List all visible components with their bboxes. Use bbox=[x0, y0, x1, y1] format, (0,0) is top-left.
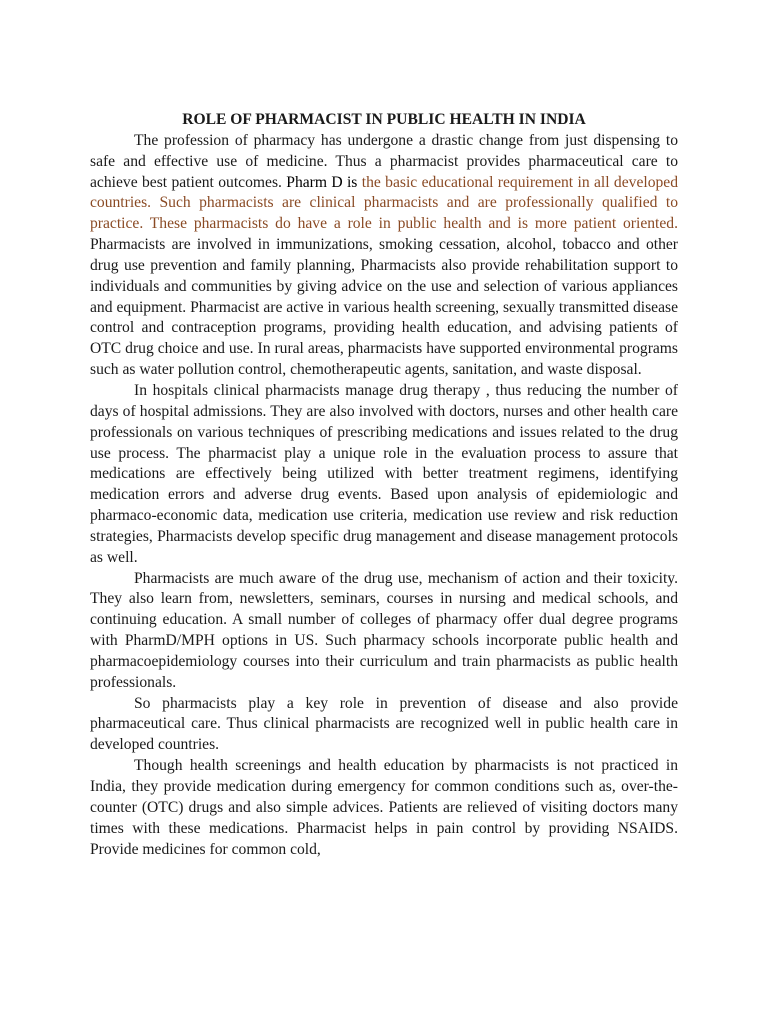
paragraph-5: Though health screenings and health education by pharmacists is not practiced in India, they provide medication during emergency for common conditions such as, over-the-counter (OTC) drugs and also simple advices. Patients are relieved of visiting doctors many times with these medications. Pharmacist helps in pain control by providing NSAIDS. Provide medicines for common cold, bbox=[90, 757, 678, 858]
paragraph-1-rest: Pharmacists are involved in immunizations, smoking cessation, alcohol, tobacco and other drug use prevention and family planning, Pharmacists also provide rehabilitation support to individuals and communities by giving advice on the use and selection of various appliances and equipment. Pharmacist are active in various health screening, sexually transmitted disease control and contraception programs, providing health education, and advising patients of OTC drug choice and use. In rural areas, pharmacists have supported environmental programs such as water pollution control, chemotherapeutic agents, sanitation, and waste disposal. bbox=[90, 236, 678, 379]
paragraph-4: So pharmacists play a key role in prevention of disease and also provide pharmaceutical care. Thus clinical pharmacists are recognized well in public health care in developed countries. bbox=[90, 694, 678, 754]
highlighted-text: the basic educational requirement in all developed countries. Such pharmacists are clinical pharmacists and are professionally qualified to practice. These pharmacists do have a role in public health and is more patient oriented. bbox=[90, 173, 679, 233]
paragraph-1-intro: The profession of pharmacy has undergone a drastic change from just dispensing to safe and effective use of medicine. Thus a pharmacist provides pharmaceutical care to achieve best patient outcomes. bbox=[90, 131, 678, 191]
page-title: ROLE OF PHARMACIST IN PUBLIC HEALTH IN INDIA bbox=[182, 111, 586, 128]
paragraph-2: In hospitals clinical pharmacists manage drug therapy , thus reducing the number of days of hospital admissions. They are also involved with doctors, nurses and other health care professionals on various techniques of prescribing medications and issues related to the drug use process. The pharmacist play a unique role in the evaluation process to assure that medications are effectively being utilized with better treatment regimens, identifying medication errors and adverse drug events. Based upon analysis of epidemiologic and pharmaco-economic data, medication use criteria, medication use review and risk reduction strategies, Pharmacists develop specific drug management and disease management protocols as well. bbox=[90, 381, 678, 566]
paragraph-1 bbox=[90, 131, 678, 381]
pharm-d-term: Pharm D is bbox=[286, 173, 358, 191]
paragraph-3: Pharmacists are much aware of the drug use, mechanism of action and their toxicity. They also learn from, newsletters, seminars, courses in nursing and medical schools, and continuing education. A small number of colleges of pharmacy offer dual degree programs with PharmD/MPH options in US. Such pharmacy schools incorporate public health and pharmacoepidemiology courses into their curriculum and train pharmacists as public health professionals. bbox=[90, 569, 678, 691]
document-page bbox=[90, 110, 678, 860]
